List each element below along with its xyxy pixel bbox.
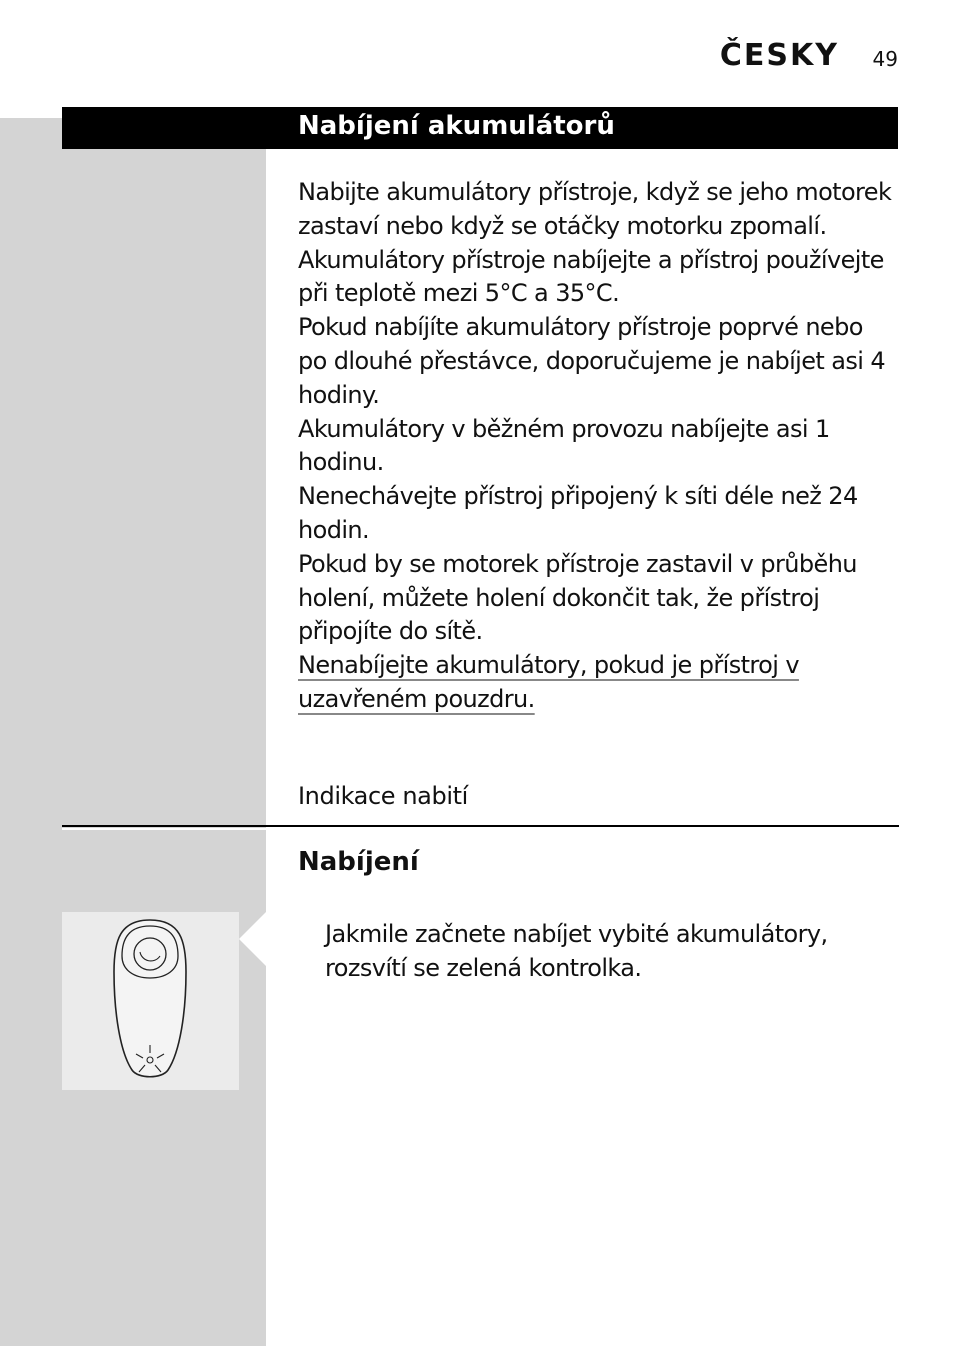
divider-gap: [62, 828, 266, 830]
language-label: ČESKY: [719, 38, 839, 73]
paragraph: Nenechávejte přístroj připojený k síti déle než 24 hodin.: [298, 482, 858, 544]
indicator-heading: Indikace nabití: [298, 782, 468, 810]
paragraph: Pokud nabíjíte akumulátory přístroje poprvé nebo po dlouhé přestávce, doporučujeme je nabíjet asi 4 hodiny.: [298, 313, 885, 409]
subsection-title: Nabíjení: [298, 847, 419, 877]
callout-pointer: [239, 912, 266, 966]
warning-text: Nenabíjejte akumulátory, pokud je přístroj v uzavřeném pouzdru.: [298, 651, 799, 713]
paragraph: Akumulátory přístroje nabíjejte a přístroj používejte při teplotě mezi 5°C a 35°C.: [298, 245, 884, 308]
step-text: Jakmile začnete nabíjet vybité akumulátory, rozsvítí se zelená kontrolka.: [325, 920, 828, 982]
section-title: Nabíjení akumulátorů: [298, 111, 615, 141]
paragraph: Akumulátory v běžném provozu nabíjejte asi 1 hodinu.: [298, 414, 830, 477]
page-number: 49: [872, 47, 898, 71]
paragraph: Pokud by se motorek přístroje zastavil v průběhu holení, můžete holení dokončit tak, že přístroj připojíte do sítě.: [298, 549, 857, 646]
sidebar-column: [0, 118, 266, 1346]
shaver-charging-light-icon: [62, 912, 239, 1090]
divider-rule: [62, 825, 899, 827]
warning-paragraph: [298, 649, 898, 717]
shaver-illustration: [62, 912, 239, 1090]
paragraph: Nabijte akumulátory přístroje, když se jeho motorek zastaví nebo když se otáčky motorku zpomalí.: [298, 178, 892, 240]
body-text: [298, 176, 898, 717]
